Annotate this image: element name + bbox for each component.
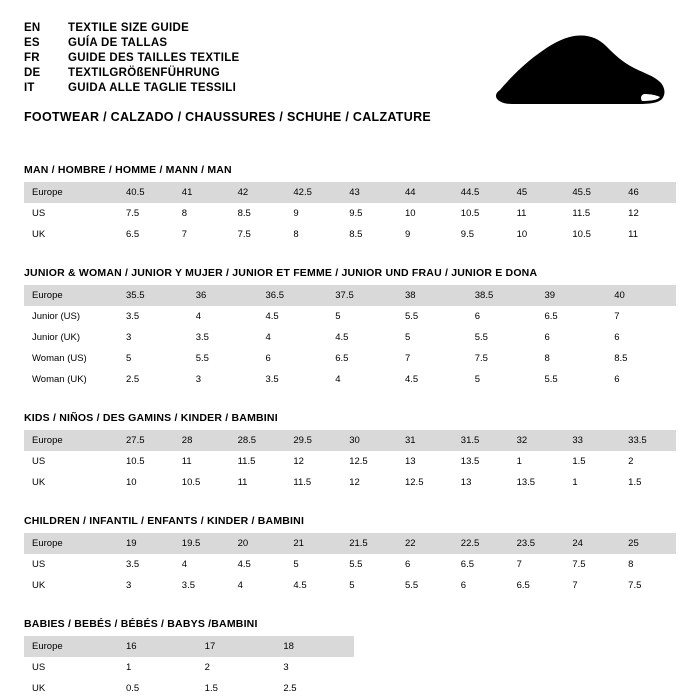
cell: 28: [174, 430, 230, 451]
table-row: [24, 430, 676, 451]
cell: 10: [509, 224, 565, 245]
cell: 3.5: [118, 306, 188, 327]
language-title: GUIDA ALLE TAGLIE TESSILI: [68, 82, 237, 94]
dress-shoe-icon: [438, 28, 668, 118]
cell: 4.5: [397, 369, 467, 390]
row-label: US: [24, 451, 118, 472]
row-label: US: [24, 554, 118, 575]
cell: 16: [118, 636, 197, 657]
cell: 11.5: [230, 451, 286, 472]
table-row: [24, 533, 676, 554]
language-row: [24, 52, 240, 64]
size-table-junior-woman: [24, 285, 676, 390]
cell: 11: [174, 451, 230, 472]
row-label: Junior (US): [24, 306, 118, 327]
cell: 4: [230, 575, 286, 596]
cell: 10.5: [118, 451, 174, 472]
section-junior-woman: [24, 267, 676, 390]
table-row: [24, 285, 676, 306]
language-title: GUIDE DES TAILLES TEXTILE: [68, 52, 240, 64]
cell: 13.5: [509, 472, 565, 493]
cell: 38: [397, 285, 467, 306]
cell: 33.5: [620, 430, 676, 451]
table-row: [24, 472, 676, 493]
cell: 44: [397, 182, 453, 203]
cell: 1: [118, 657, 197, 678]
cell: 4.5: [285, 575, 341, 596]
cell: 9: [285, 203, 341, 224]
cell: 7.5: [467, 348, 537, 369]
row-label: US: [24, 657, 118, 678]
section-kids: [24, 412, 676, 493]
language-row: [24, 37, 240, 49]
cell: 5.5: [467, 327, 537, 348]
cell: 43: [341, 182, 397, 203]
cell: 10.5: [174, 472, 230, 493]
row-label: UK: [24, 575, 118, 596]
cell: 5.5: [341, 554, 397, 575]
cell: 8: [285, 224, 341, 245]
cell: 21: [285, 533, 341, 554]
cell: 8: [174, 203, 230, 224]
language-row: [24, 67, 240, 79]
cell: 9.5: [341, 203, 397, 224]
cell: 4: [258, 327, 328, 348]
cell: 22: [397, 533, 453, 554]
cell: 3: [118, 575, 174, 596]
cell: 2.5: [118, 369, 188, 390]
cell: 37.5: [327, 285, 397, 306]
table-row: [24, 575, 676, 596]
cell: 8.5: [606, 348, 676, 369]
cell: 7.5: [620, 575, 676, 596]
table-row: [24, 306, 676, 327]
section-title: MAN / HOMBRE / HOMME / MANN / MAN: [24, 164, 232, 176]
cell: 2: [197, 657, 276, 678]
cell: 31.5: [453, 430, 509, 451]
cell: 3.5: [258, 369, 328, 390]
cell: 36: [188, 285, 258, 306]
cell: 19: [118, 533, 174, 554]
cell: 2.5: [275, 678, 354, 699]
cell: 45: [509, 182, 565, 203]
cell: 6: [467, 306, 537, 327]
cell: 1: [509, 451, 565, 472]
language-row: [24, 22, 240, 34]
size-table-kids: [24, 430, 676, 493]
table-row: [24, 678, 354, 699]
language-title: TEXTILE SIZE GUIDE: [68, 22, 190, 34]
cell: 42.5: [285, 182, 341, 203]
cell: 10: [397, 203, 453, 224]
cell: 12.5: [397, 472, 453, 493]
cell: 1.5: [197, 678, 276, 699]
cell: 39: [537, 285, 607, 306]
row-label: Europe: [24, 533, 118, 554]
cell: 11: [509, 203, 565, 224]
cell: 28.5: [230, 430, 286, 451]
row-label: US: [24, 203, 118, 224]
cell: 11: [230, 472, 286, 493]
cell: 23.5: [509, 533, 565, 554]
row-label: Europe: [24, 636, 118, 657]
cell: 7: [606, 306, 676, 327]
page-title: FOOTWEAR / CALZADO / CHAUSSURES / SCHUHE / CALZATURE: [24, 110, 432, 124]
cell: 12: [341, 472, 397, 493]
cell: 7: [397, 348, 467, 369]
cell: 12.5: [341, 451, 397, 472]
cell: 8.5: [230, 203, 286, 224]
language-code: EN: [24, 22, 41, 34]
cell: 3.5: [188, 327, 258, 348]
cell: 46: [620, 182, 676, 203]
cell: 6: [258, 348, 328, 369]
language-title-list: [24, 22, 240, 94]
cell: 27.5: [118, 430, 174, 451]
cell: 6: [606, 327, 676, 348]
cell: 3.5: [118, 554, 174, 575]
size-table-babies: [24, 636, 354, 699]
cell: 42: [230, 182, 286, 203]
cell: 22.5: [453, 533, 509, 554]
cell: 21.5: [341, 533, 397, 554]
cell: 5.5: [397, 306, 467, 327]
table-row: [24, 327, 676, 348]
cell: 7.5: [564, 554, 620, 575]
cell: 7: [564, 575, 620, 596]
language-title: GUÍA DE TALLAS: [68, 37, 168, 49]
cell: 6: [606, 369, 676, 390]
table-row: [24, 657, 354, 678]
cell: 41: [174, 182, 230, 203]
section-title: BABIES / BEBÉS / BÉBÉS / BABYS /BAMBINI: [24, 618, 258, 630]
cell: 6.5: [537, 306, 607, 327]
table-row: [24, 554, 676, 575]
cell: 18: [275, 636, 354, 657]
section-title: KIDS / NIÑOS / DES GAMINS / KINDER / BAMBINI: [24, 412, 278, 424]
cell: 6.5: [453, 554, 509, 575]
cell: 5: [118, 348, 188, 369]
cell: 2: [620, 451, 676, 472]
section-babies: [24, 618, 676, 699]
language-code: FR: [24, 52, 40, 64]
cell: 3.5: [174, 575, 230, 596]
table-row: [24, 203, 676, 224]
cell: 38.5: [467, 285, 537, 306]
size-table-children: [24, 533, 676, 596]
cell: 45.5: [564, 182, 620, 203]
cell: 3: [188, 369, 258, 390]
cell: 36.5: [258, 285, 328, 306]
cell: 13.5: [453, 451, 509, 472]
section-man: [24, 164, 676, 245]
section-title: JUNIOR & WOMAN / JUNIOR Y MUJER / JUNIOR ET FEMME / JUNIOR UND FRAU / JUNIOR E DONA: [24, 267, 538, 279]
row-label: Woman (UK): [24, 369, 118, 390]
row-label: UK: [24, 472, 118, 493]
cell: 5: [467, 369, 537, 390]
row-label: Europe: [24, 285, 118, 306]
cell: 9: [397, 224, 453, 245]
row-label: Woman (US): [24, 348, 118, 369]
cell: 8: [537, 348, 607, 369]
cell: 1: [564, 472, 620, 493]
cell: 10: [118, 472, 174, 493]
size-table-man: [24, 182, 676, 245]
table-row: [24, 182, 676, 203]
cell: 11: [620, 224, 676, 245]
cell: 11.5: [564, 203, 620, 224]
language-code: ES: [24, 37, 40, 49]
row-label: Junior (UK): [24, 327, 118, 348]
cell: 10.5: [453, 203, 509, 224]
cell: 20: [230, 533, 286, 554]
cell: 25: [620, 533, 676, 554]
cell: 33: [564, 430, 620, 451]
cell: 3: [275, 657, 354, 678]
table-row: [24, 636, 354, 657]
section-children: [24, 515, 676, 596]
language-row: [24, 82, 240, 94]
table-row: [24, 224, 676, 245]
cell: 32: [509, 430, 565, 451]
cell: 7: [174, 224, 230, 245]
cell: 44.5: [453, 182, 509, 203]
cell: 5.5: [397, 575, 453, 596]
cell: 0.5: [118, 678, 197, 699]
cell: 8.5: [341, 224, 397, 245]
cell: 4.5: [258, 306, 328, 327]
cell: 19.5: [174, 533, 230, 554]
cell: 13: [453, 472, 509, 493]
cell: 9.5: [453, 224, 509, 245]
row-label: Europe: [24, 430, 118, 451]
page-header: [24, 22, 676, 94]
language-title: TEXTILGRÖßENFÜHRUNG: [68, 67, 220, 79]
cell: 24: [564, 533, 620, 554]
cell: 4.5: [327, 327, 397, 348]
cell: 1.5: [564, 451, 620, 472]
language-code: DE: [24, 67, 41, 79]
cell: 40: [606, 285, 676, 306]
section-title: CHILDREN / INFANTIL / ENFANTS / KINDER / BAMBINI: [24, 515, 305, 527]
table-row: [24, 348, 676, 369]
cell: 6: [453, 575, 509, 596]
cell: 7.5: [230, 224, 286, 245]
cell: 10.5: [564, 224, 620, 245]
cell: 5.5: [537, 369, 607, 390]
cell: 6: [397, 554, 453, 575]
cell: 3: [118, 327, 188, 348]
cell: 5: [341, 575, 397, 596]
cell: 8: [620, 554, 676, 575]
cell: 6: [537, 327, 607, 348]
cell: 30: [341, 430, 397, 451]
cell: 7: [509, 554, 565, 575]
row-label: Europe: [24, 182, 118, 203]
cell: 35.5: [118, 285, 188, 306]
cell: 4.5: [230, 554, 286, 575]
table-row: [24, 369, 676, 390]
table-row: [24, 451, 676, 472]
cell: 29.5: [285, 430, 341, 451]
cell: 12: [285, 451, 341, 472]
row-label: UK: [24, 224, 118, 245]
cell: 13: [397, 451, 453, 472]
cell: 5.5: [188, 348, 258, 369]
cell: 7.5: [118, 203, 174, 224]
cell: 6.5: [327, 348, 397, 369]
cell: 5: [397, 327, 467, 348]
cell: 6.5: [118, 224, 174, 245]
cell: 1.5: [620, 472, 676, 493]
cell: 11.5: [285, 472, 341, 493]
cell: 31: [397, 430, 453, 451]
cell: 17: [197, 636, 276, 657]
row-label: UK: [24, 678, 118, 699]
cell: 6.5: [509, 575, 565, 596]
cell: 5: [285, 554, 341, 575]
cell: 5: [327, 306, 397, 327]
cell: 4: [188, 306, 258, 327]
cell: 12: [620, 203, 676, 224]
language-code: IT: [24, 82, 35, 94]
cell: 4: [327, 369, 397, 390]
cell: 4: [174, 554, 230, 575]
cell: 40.5: [118, 182, 174, 203]
